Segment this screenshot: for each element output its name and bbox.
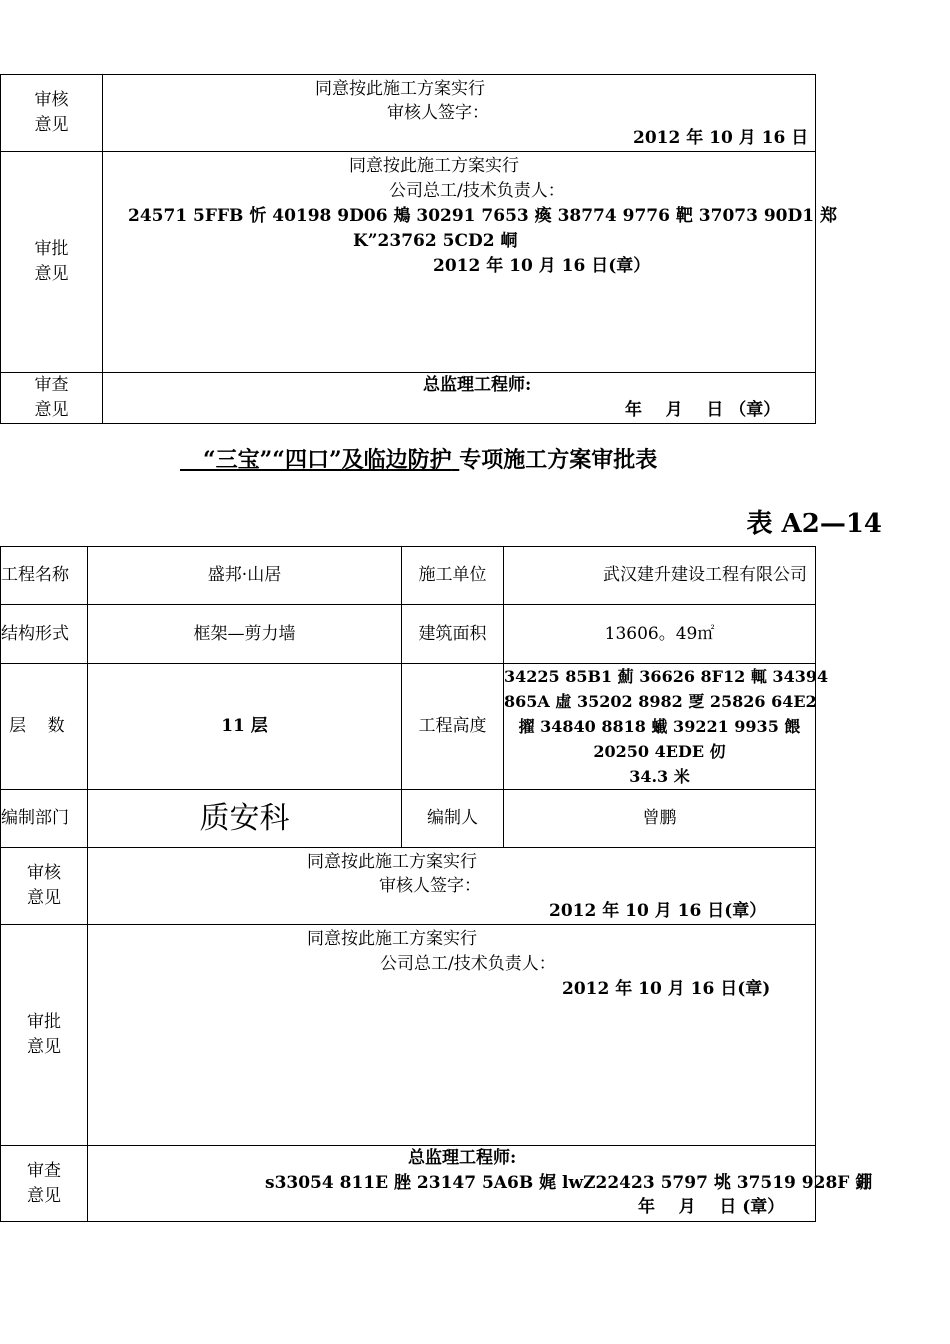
review-opinion-cell-2: [88, 848, 816, 925]
building-area: 13606。49㎡: [504, 605, 816, 664]
form-code: 表 A2—14: [746, 509, 882, 539]
project-name-label: 工程名称: [1, 547, 88, 605]
contractor-label: 施工单位: [402, 547, 504, 605]
author: 曾鹏: [504, 790, 816, 848]
inspection-date: 年 月 日 （章）: [625, 400, 781, 420]
author-label: 编制人: [402, 790, 504, 848]
department-label: 编制部门: [1, 790, 88, 848]
previous-form-table: [0, 74, 837, 424]
reviewer-signature-label: 审核人签字：: [387, 103, 489, 123]
project-name: 盛邦·山居: [88, 547, 402, 605]
approval-date: 2012 年 10 月 16 日(章）: [433, 256, 651, 276]
height-code-line3: 擢 34840 8818 蠘 39221 9935 餵: [518, 717, 801, 736]
floors: 11 层: [88, 664, 402, 790]
approval-code-line2: K”23762 5CD2 峒: [353, 231, 518, 251]
height-label: 工程高度: [402, 664, 504, 790]
review-opinion-cell: [103, 75, 816, 152]
height-code-line4: 20250 4EDE 仞: [593, 742, 726, 761]
form-heading: [180, 443, 800, 474]
inspection-code-line1: s33054 811E 脞 23147 5A6B 娓 lwZ22423 5797 垗 37519 928F 錋: [265, 1173, 873, 1193]
approval-opinion-label-2: 审批 意见: [1, 925, 88, 1146]
chief-engineer-label: 公司总工/技术负责人：: [389, 181, 565, 201]
approval-code-line1: 24571 5FFB 忻 40198 9D06 鴂 30291 7653 瘓 38774 9776 靶 37073 90D1 郑: [128, 206, 837, 226]
inspection-opinion-cell: [103, 373, 816, 424]
inspection-opinion-label: 审查 意见: [1, 373, 103, 424]
approval-text: 同意按此施工方案实行: [349, 156, 519, 176]
floors-label: 层 数: [1, 664, 88, 790]
reviewer-signature-label-2: 审核人签字：: [379, 876, 481, 896]
height-code-line1: 34225 85B1 薊 36626 8F12 輒 34394: [504, 667, 829, 686]
building-height: 34.3 米: [629, 767, 690, 786]
review-text: 同意按此施工方案实行: [315, 79, 485, 99]
approval-opinion-cell: [103, 152, 837, 373]
approval-opinion-label: 审批 意见: [1, 152, 103, 373]
area-label: 建筑面积: [402, 605, 504, 664]
chief-engineer-label-2: 公司总工/技术负责人：: [380, 954, 556, 974]
inspection-opinion-label-2: 审查 意见: [1, 1146, 88, 1222]
structure-label: 结构形式: [1, 605, 88, 664]
heading-underlined: “三宝”“四口”及临边防护: [202, 447, 452, 473]
approval-opinion-cell-2: [88, 925, 816, 1146]
review-text-2: 同意按此施工方案实行: [307, 852, 477, 872]
review-date: 2012 年 10 月 16 日: [633, 128, 809, 148]
department: 质安科: [88, 790, 402, 848]
structure-type: 框架—剪力墙: [88, 605, 402, 664]
chief-supervisor-label: 总监理工程师:: [423, 375, 532, 395]
review-opinion-label: 审核 意见: [1, 75, 103, 152]
heading-title: 专项施工方案审批表: [459, 447, 658, 473]
height-cell: [504, 664, 829, 790]
approval-date-2: 2012 年 10 月 16 日(章): [562, 979, 771, 999]
chief-supervisor-label-2: 总监理工程师:: [408, 1148, 517, 1168]
inspection-date-2: 年 月 日 (章）: [638, 1197, 785, 1217]
approval-form-table: [0, 546, 873, 1222]
inspection-opinion-cell-2: [88, 1146, 873, 1222]
contractor: 武汉建升建设工程有限公司: [504, 547, 816, 605]
height-code-line2: 865A 虛 35202 8982 覂 25826 64E2: [504, 692, 817, 711]
approval-text-2: 同意按此施工方案实行: [307, 929, 477, 949]
review-date-2: 2012 年 10 月 16 日(章）: [549, 901, 767, 921]
review-opinion-label-2: 审核 意见: [1, 848, 88, 925]
